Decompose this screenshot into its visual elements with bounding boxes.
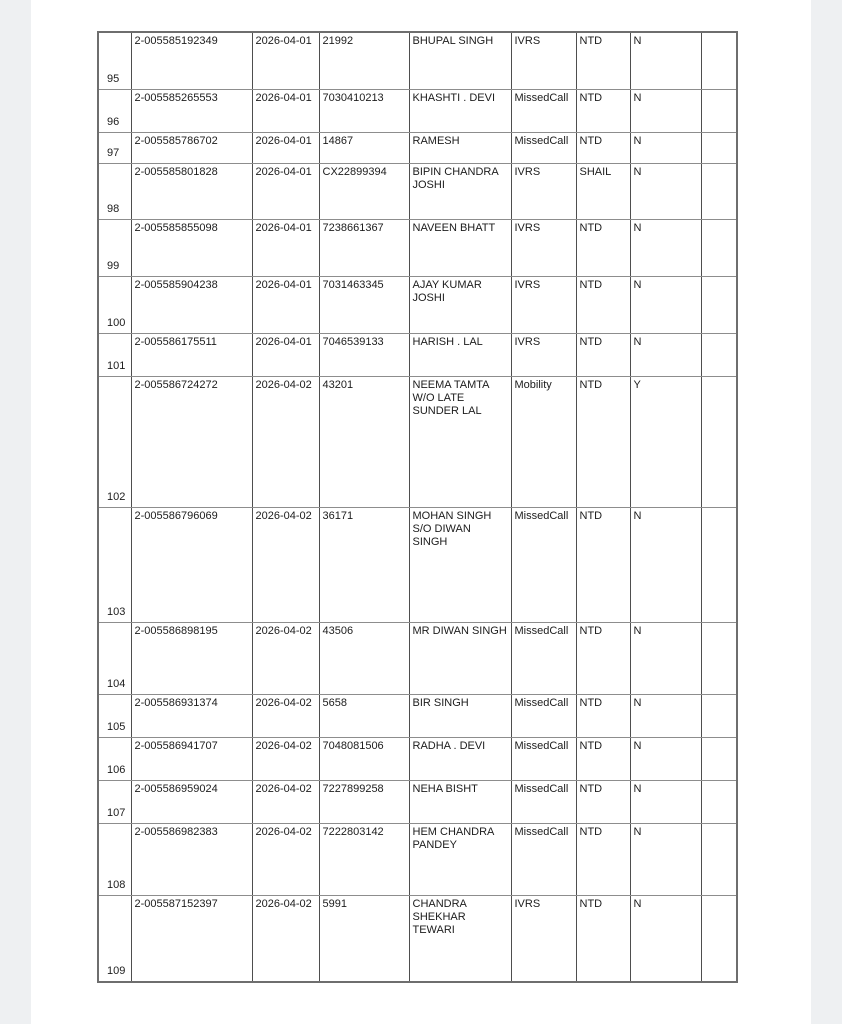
table-row <box>98 89 737 132</box>
cell-blank <box>701 622 737 694</box>
cell-blank <box>701 163 737 219</box>
cell-contact-number: 21992 <box>319 32 409 89</box>
cell-serial-number: 108 <box>98 823 131 895</box>
cell-contact-number: 7048081506 <box>319 737 409 780</box>
cell-flag: N <box>630 32 701 89</box>
cell-customer-name: BHUPAL SINGH <box>409 32 511 89</box>
cell-date: 2026-04-01 <box>252 32 319 89</box>
cell-customer-name: HARISH . LAL <box>409 333 511 376</box>
table-row <box>98 32 737 89</box>
cell-category: NTD <box>576 823 630 895</box>
cell-record-id: 2-005586931374 <box>131 694 252 737</box>
table-row <box>98 895 737 982</box>
cell-contact-number: 7238661367 <box>319 219 409 276</box>
cell-date: 2026-04-02 <box>252 737 319 780</box>
cell-blank <box>701 276 737 333</box>
cell-record-id: 2-005585904238 <box>131 276 252 333</box>
cell-blank <box>701 376 737 507</box>
cell-record-id: 2-005587152397 <box>131 895 252 982</box>
cell-category: NTD <box>576 276 630 333</box>
cell-category: NTD <box>576 89 630 132</box>
cell-contact-number: 43506 <box>319 622 409 694</box>
cell-channel: IVRS <box>511 32 576 89</box>
cell-channel: MissedCall <box>511 89 576 132</box>
cell-serial-number: 99 <box>98 219 131 276</box>
cell-serial-number: 98 <box>98 163 131 219</box>
cell-date: 2026-04-02 <box>252 376 319 507</box>
cell-serial-number: 104 <box>98 622 131 694</box>
cell-blank <box>701 507 737 622</box>
table-row <box>98 163 737 219</box>
left-margin-gutter <box>0 0 32 1024</box>
cell-blank <box>701 694 737 737</box>
cell-contact-number: 43201 <box>319 376 409 507</box>
cell-record-id: 2-005585855098 <box>131 219 252 276</box>
cell-serial-number: 100 <box>98 276 131 333</box>
cell-blank <box>701 823 737 895</box>
cell-record-id: 2-005586941707 <box>131 737 252 780</box>
cell-contact-number: 7031463345 <box>319 276 409 333</box>
cell-flag: Y <box>630 376 701 507</box>
cell-blank <box>701 219 737 276</box>
cell-flag: N <box>630 276 701 333</box>
cell-record-id: 2-005585801828 <box>131 163 252 219</box>
cell-channel: MissedCall <box>511 507 576 622</box>
table-row <box>98 219 737 276</box>
cell-serial-number: 107 <box>98 780 131 823</box>
cell-category: NTD <box>576 780 630 823</box>
cell-customer-name: RADHA . DEVI <box>409 737 511 780</box>
cell-customer-name: MR DIWAN SINGH <box>409 622 511 694</box>
cell-flag: N <box>630 823 701 895</box>
cell-flag: N <box>630 132 701 163</box>
cell-date: 2026-04-02 <box>252 895 319 982</box>
cell-category: NTD <box>576 32 630 89</box>
cell-record-id: 2-005586796069 <box>131 507 252 622</box>
cell-category: NTD <box>576 622 630 694</box>
cell-serial-number: 106 <box>98 737 131 780</box>
cell-customer-name: HEM CHANDRA PANDEY <box>409 823 511 895</box>
cell-blank <box>701 132 737 163</box>
table-row <box>98 694 737 737</box>
cell-customer-name: AJAY KUMAR JOSHI <box>409 276 511 333</box>
cell-date: 2026-04-02 <box>252 780 319 823</box>
cell-category: NTD <box>576 132 630 163</box>
cell-contact-number: 36171 <box>319 507 409 622</box>
cell-customer-name: RAMESH <box>409 132 511 163</box>
cell-contact-number: 7046539133 <box>319 333 409 376</box>
cell-customer-name: NAVEEN BHATT <box>409 219 511 276</box>
cell-channel: IVRS <box>511 163 576 219</box>
cell-channel: IVRS <box>511 895 576 982</box>
cell-channel: MissedCall <box>511 780 576 823</box>
table-row <box>98 737 737 780</box>
cell-serial-number: 105 <box>98 694 131 737</box>
cell-date: 2026-04-01 <box>252 276 319 333</box>
cell-date: 2026-04-02 <box>252 622 319 694</box>
cell-flag: N <box>630 89 701 132</box>
cell-contact-number: CX22899394 <box>319 163 409 219</box>
cell-channel: IVRS <box>511 276 576 333</box>
cell-flag: N <box>630 780 701 823</box>
cell-flag: N <box>630 622 701 694</box>
cell-contact-number: 7030410213 <box>319 89 409 132</box>
cell-contact-number: 5658 <box>319 694 409 737</box>
cell-date: 2026-04-01 <box>252 89 319 132</box>
cell-category: NTD <box>576 507 630 622</box>
cell-flag: N <box>630 163 701 219</box>
cell-channel: MissedCall <box>511 694 576 737</box>
cell-customer-name: BIR SINGH <box>409 694 511 737</box>
cell-date: 2026-04-02 <box>252 694 319 737</box>
cell-serial-number: 96 <box>98 89 131 132</box>
cell-category: NTD <box>576 694 630 737</box>
table-row <box>98 622 737 694</box>
cell-customer-name: MOHAN SINGH S/O DIWAN SINGH <box>409 507 511 622</box>
cell-record-id: 2-005585265553 <box>131 89 252 132</box>
cell-flag: N <box>630 219 701 276</box>
cell-channel: MissedCall <box>511 823 576 895</box>
cell-blank <box>701 737 737 780</box>
cell-flag: N <box>630 333 701 376</box>
cell-serial-number: 103 <box>98 507 131 622</box>
document-page <box>31 0 811 1024</box>
table-row <box>98 276 737 333</box>
cell-channel: MissedCall <box>511 737 576 780</box>
cell-customer-name: NEEMA TAMTA W/O LATE SUNDER LAL <box>409 376 511 507</box>
cell-category: NTD <box>576 895 630 982</box>
cell-blank <box>701 895 737 982</box>
cell-customer-name: BIPIN CHANDRA JOSHI <box>409 163 511 219</box>
cell-date: 2026-04-01 <box>252 132 319 163</box>
cell-channel: IVRS <box>511 333 576 376</box>
cell-blank <box>701 89 737 132</box>
cell-flag: N <box>630 507 701 622</box>
cell-serial-number: 109 <box>98 895 131 982</box>
table-row <box>98 823 737 895</box>
cell-category: NTD <box>576 376 630 507</box>
cell-date: 2026-04-02 <box>252 507 319 622</box>
cell-channel: MissedCall <box>511 132 576 163</box>
cell-contact-number: 7222803142 <box>319 823 409 895</box>
table-row <box>98 507 737 622</box>
cell-customer-name: KHASHTI . DEVI <box>409 89 511 132</box>
cell-serial-number: 95 <box>98 32 131 89</box>
right-margin-gutter <box>810 0 842 1024</box>
table-row <box>98 780 737 823</box>
table-row <box>98 376 737 507</box>
cell-channel: IVRS <box>511 219 576 276</box>
cell-date: 2026-04-01 <box>252 333 319 376</box>
cell-contact-number: 5991 <box>319 895 409 982</box>
cell-record-id: 2-005586898195 <box>131 622 252 694</box>
cell-date: 2026-04-01 <box>252 219 319 276</box>
cell-category: NTD <box>576 737 630 780</box>
cell-contact-number: 14867 <box>319 132 409 163</box>
cell-blank <box>701 780 737 823</box>
cell-flag: N <box>630 895 701 982</box>
cell-serial-number: 97 <box>98 132 131 163</box>
cell-channel: MissedCall <box>511 622 576 694</box>
cell-record-id: 2-005585786702 <box>131 132 252 163</box>
cell-category: NTD <box>576 219 630 276</box>
cell-channel: Mobility <box>511 376 576 507</box>
cell-record-id: 2-005586959024 <box>131 780 252 823</box>
cell-serial-number: 101 <box>98 333 131 376</box>
cell-flag: N <box>630 694 701 737</box>
cell-record-id: 2-005586982383 <box>131 823 252 895</box>
cell-date: 2026-04-02 <box>252 823 319 895</box>
cell-record-id: 2-005586724272 <box>131 376 252 507</box>
cell-customer-name: CHANDRA SHEKHAR TEWARI <box>409 895 511 982</box>
cell-record-id: 2-005585192349 <box>131 32 252 89</box>
cell-contact-number: 7227899258 <box>319 780 409 823</box>
cell-serial-number: 102 <box>98 376 131 507</box>
cell-category: NTD <box>576 333 630 376</box>
cell-record-id: 2-005586175511 <box>131 333 252 376</box>
cell-flag: N <box>630 737 701 780</box>
cell-blank <box>701 32 737 89</box>
cell-category: SHAIL <box>576 163 630 219</box>
records-table <box>97 31 738 983</box>
cell-date: 2026-04-01 <box>252 163 319 219</box>
cell-blank <box>701 333 737 376</box>
table-row <box>98 333 737 376</box>
table-row <box>98 132 737 163</box>
cell-customer-name: NEHA BISHT <box>409 780 511 823</box>
